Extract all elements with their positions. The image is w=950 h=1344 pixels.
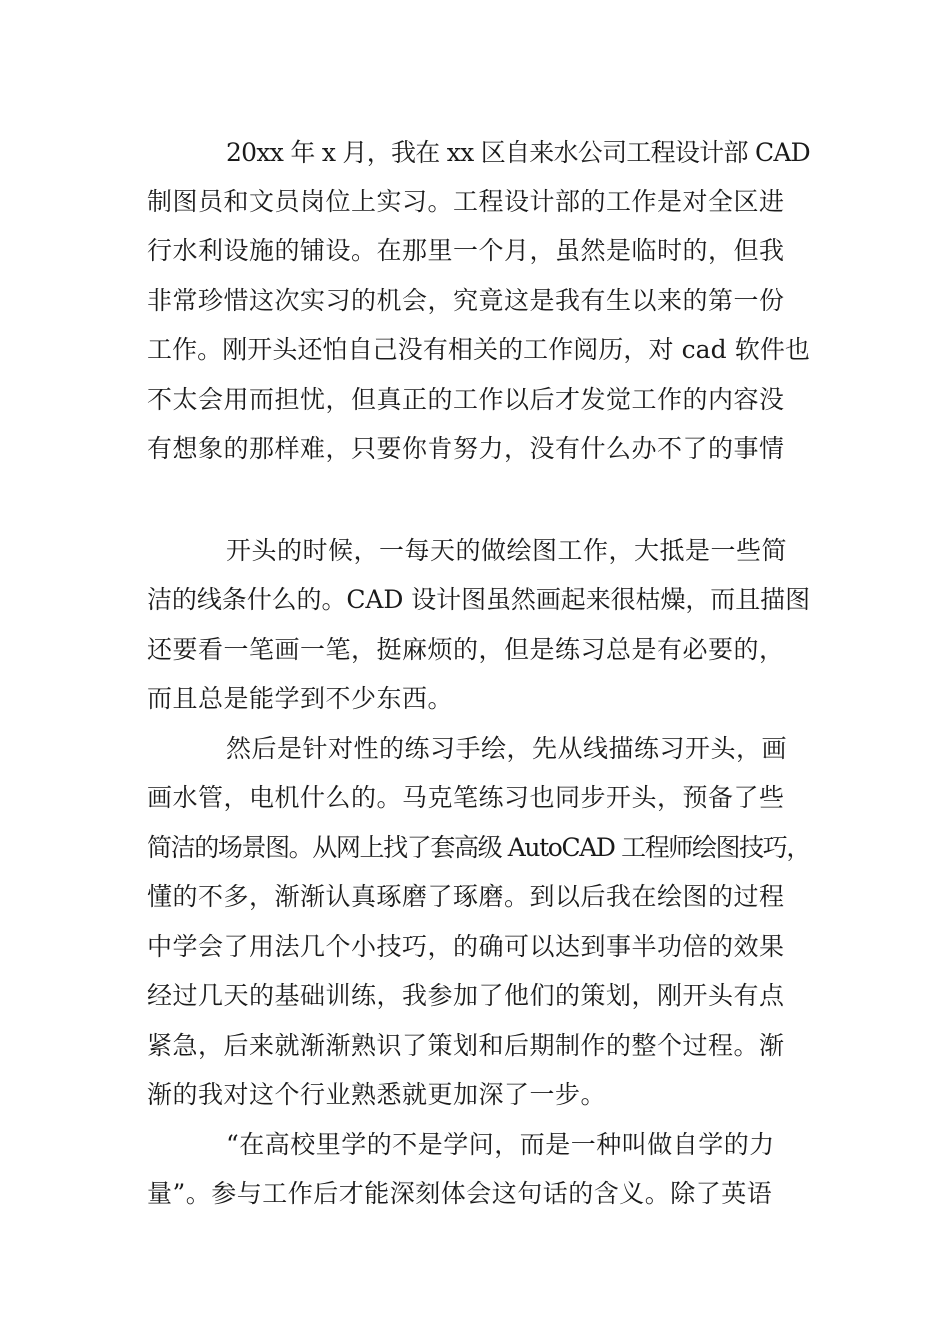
paragraph-1-line-4: 非常珍惜这次实习的机会，究竟这是我有生以来的第一份 (147, 286, 785, 315)
paragraph-3-line-4: 懂的不多，渐渐认真琢磨了琢磨。到以后我在绘图的过程 (147, 882, 785, 911)
paragraph-4-line-2: 量”。参与工作后才能深刻体会这句话的含义。除了英语 (147, 1179, 773, 1208)
paragraph-1-line-3: 行水利设施的铺设。在那里一个月，虽然是临时的，但我 (147, 236, 785, 265)
paragraph-2-line-3: 还要看一笔画一笔，挺麻烦的，但是练习总是有必要的， (147, 635, 785, 664)
paragraph-1-line-2: 制图员和文员岗位上实习。工程设计部的工作是对全区进 (147, 187, 785, 216)
paragraph-3-line-2: 画水管，电机什么的。马克笔练习也同步开头，预备了些 (147, 783, 785, 812)
paragraph-3-line-5: 中学会了用法几个小技巧，的确可以达到事半功倍的效果 (147, 932, 785, 961)
paragraph-3-line-6: 经过几天的基础训练，我参加了他们的策划，刚开头有点 (147, 981, 785, 1010)
paragraph-1-line-6: 不太会用而担忧，但真正的工作以后才发觉工作的内容没 (147, 385, 785, 414)
paragraph-3-line-1: 然后是针对性的练习手绘，先从线描练习开头，画 (226, 734, 788, 763)
paragraph-1-line-5: 工作。刚开头还怕自己没有相关的工作阅历，对 cad 软件也 (147, 335, 810, 364)
paragraph-2-line-1: 开头的时候，一每天的做绘图工作，大抵是一些简 (226, 536, 788, 565)
paragraph-1-line-7: 有想象的那样难，只要你肯努力，没有什么办不了的事情 (147, 434, 785, 463)
paragraph-4-line-1: “在高校里学的不是学问，而是一种叫做自学的力 (226, 1130, 775, 1159)
paragraph-2-line-2: 洁的线条什么的。CAD 设计图虽然画起来很枯燥，而且描图 (147, 585, 810, 614)
paragraph-3-line-8: 渐的我对这个行业熟悉就更加深了一步。 (147, 1080, 607, 1109)
paragraph-2-line-4: 而且总是能学到不少东西。 (147, 684, 454, 713)
paragraph-3-line-3: 简洁的场景图。从网上找了套高级 AutoCAD 工程师绘图技巧， (147, 833, 810, 862)
paragraph-3-line-7: 紧急，后来就渐渐熟识了策划和后期制作的整个过程。渐 (147, 1031, 785, 1060)
paragraph-1-line-1: 20xx 年 x 月，我在 xx 区自来水公司工程设计部 CAD (226, 138, 810, 167)
